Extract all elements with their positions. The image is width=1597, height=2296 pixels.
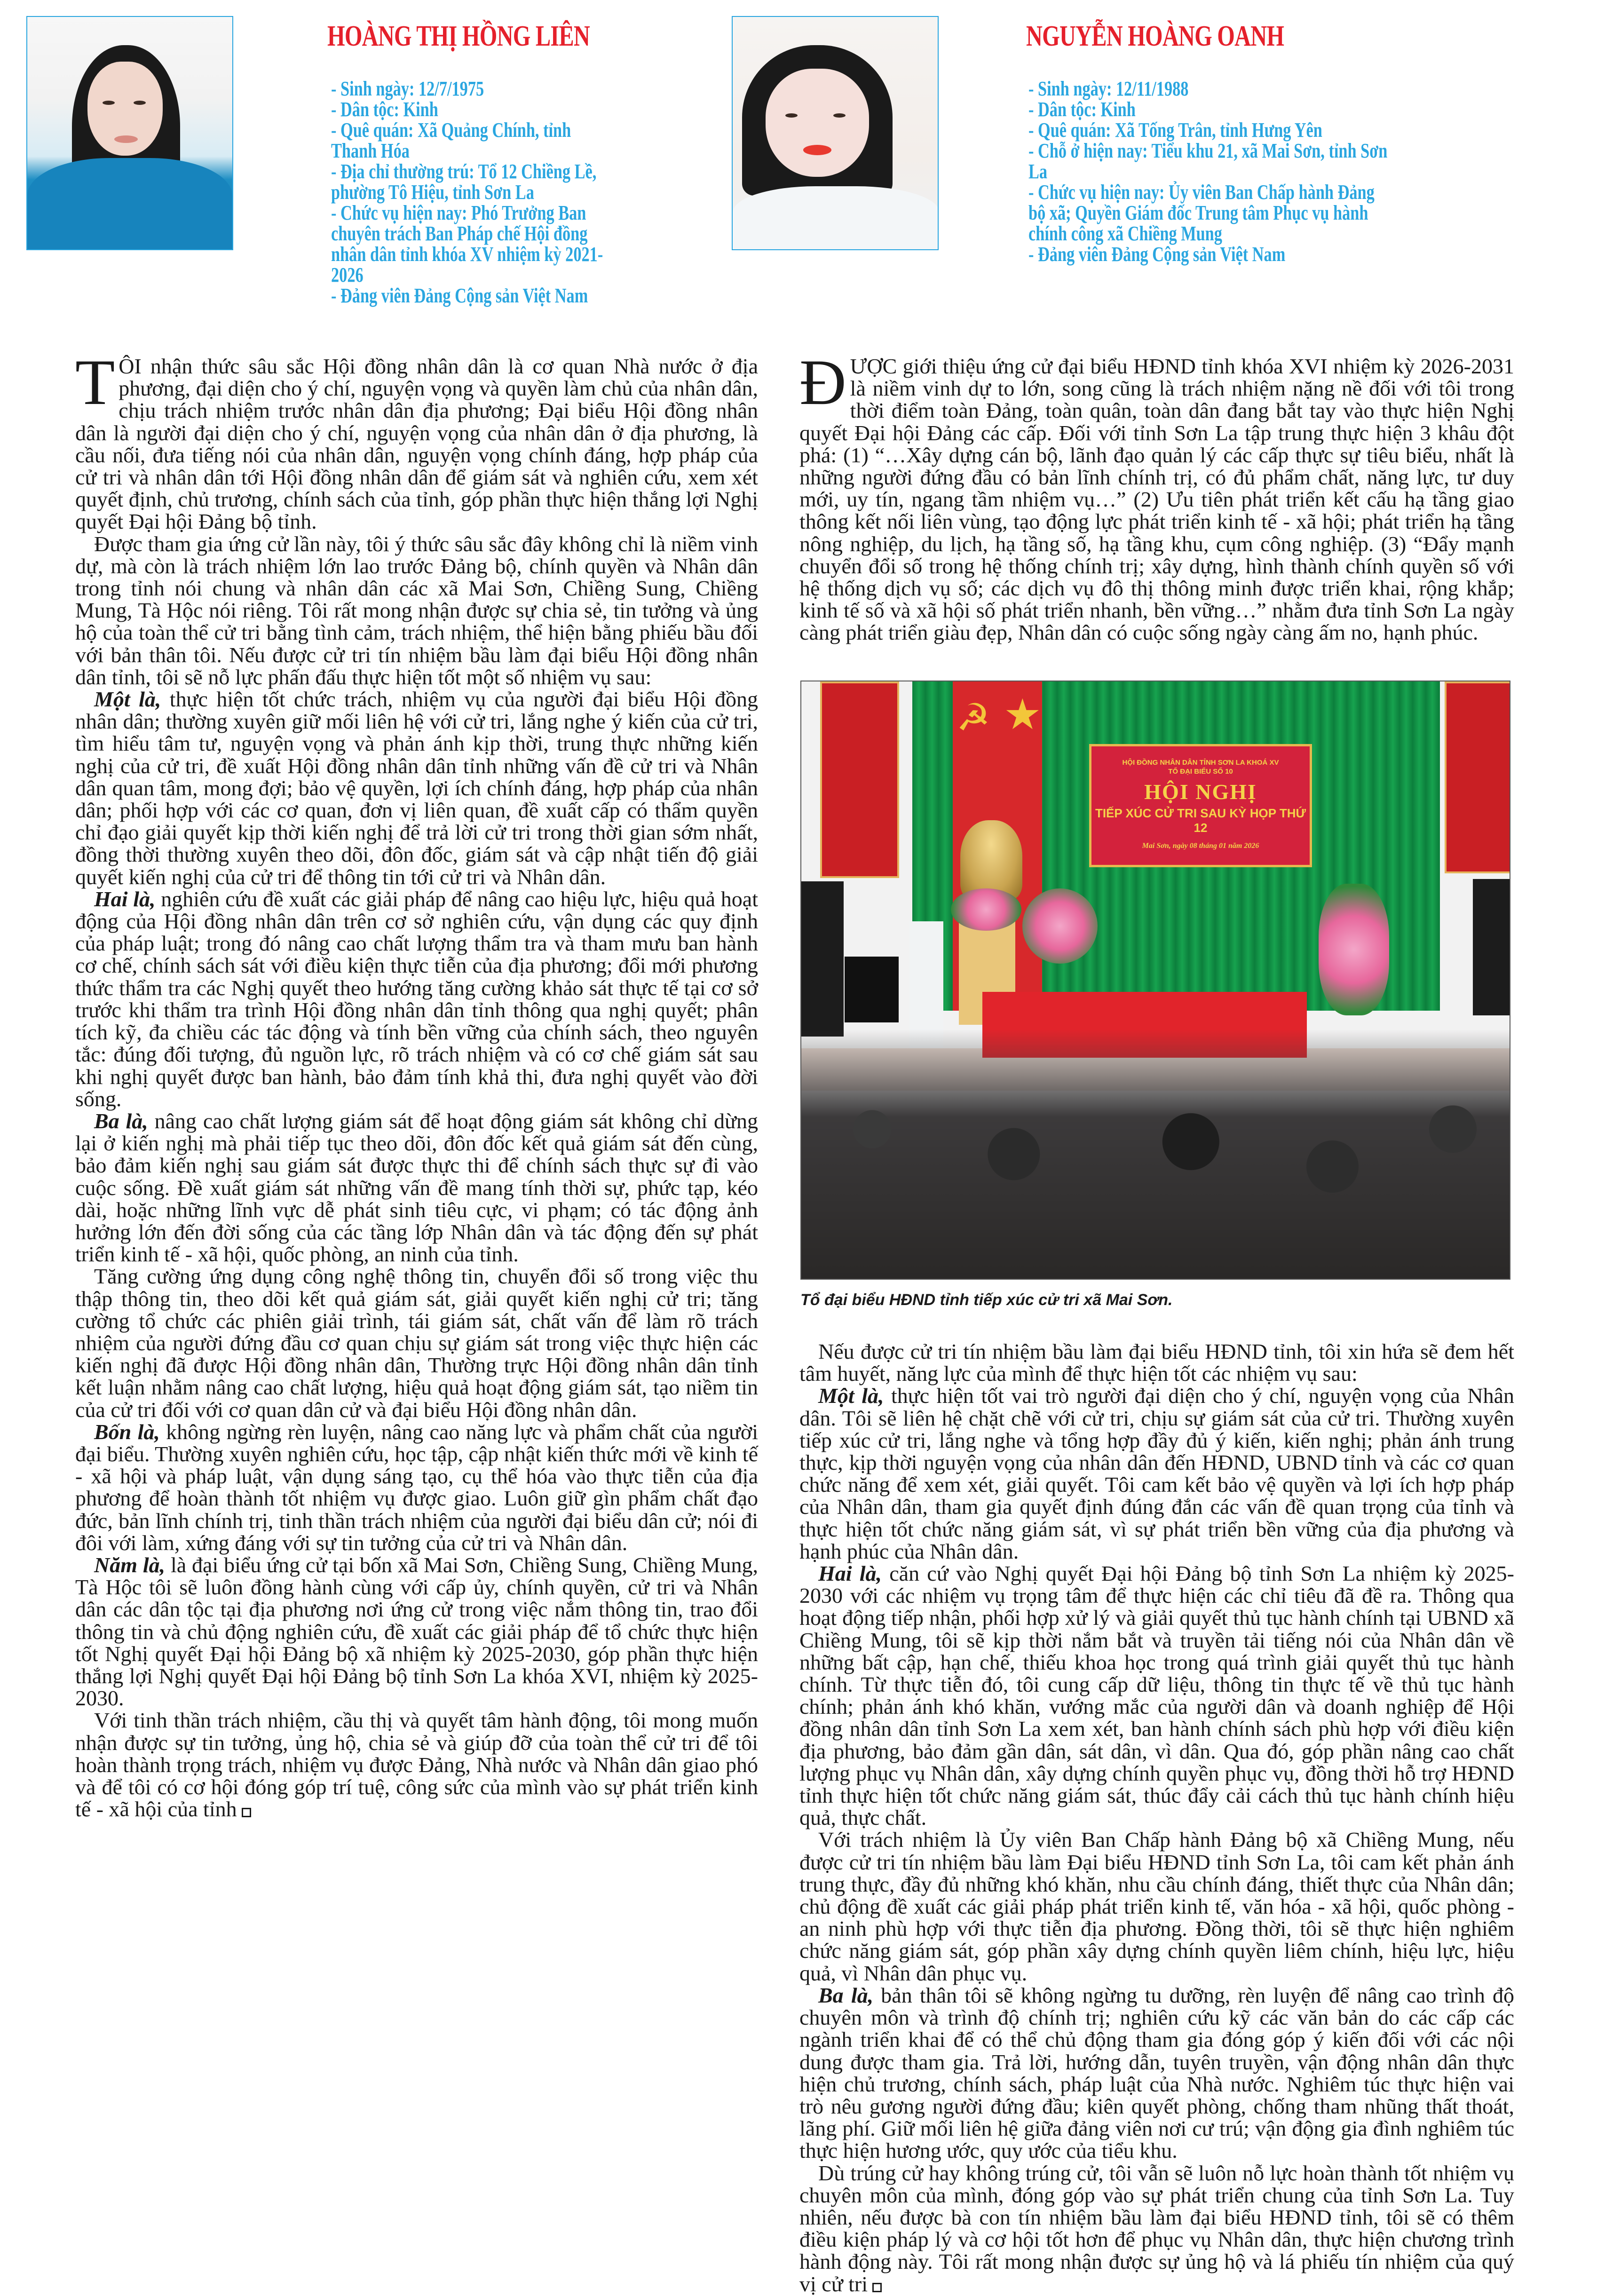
photo-caption: Tổ đại biểu HĐND tỉnh tiếp xúc cử tri xã Mai Sơn.	[800, 1291, 1173, 1309]
slogan-banner-right	[1445, 681, 1510, 873]
lead-in: Một là,	[94, 687, 161, 712]
paragraph: Một là, thực hiện tốt chức trách, nhiệm vụ của người đại biểu Hội đồng nhân dân; thường xuyên giữ mối liên hệ với cử tri, lắng nghe ý kiến của cử tri, tìm hiểu tâm tư, nguyện vọng và phản ánh kịp thời, trung thực những kiến nghị của cử tri, đề xuất Hội đồng nhân dân tỉnh những vấn đề cử tri và Nhân dân quan tâm, mong đợi; bảo vệ quyền, lợi ích chính đáng, hợp pháp của nhân dân; phối hợp với các cơ quan, đơn vị liên quan, đề xuất cấp có thẩm quyền chỉ đạo giải quyết kịp thời kiến nghị để trả lời cử tri trong thời gian sớm nhất, đồng thời thường xuyên theo dõi, đôn đốc, giám sát và cập nhật tiến độ giải quyết kiến nghị của cử tri để thông tin tới cử tri và Nhân dân.	[75, 687, 758, 889]
fact-birthdate: - Sinh ngày: 12/7/1975	[331, 77, 484, 100]
fact-ethnicity: - Dân tộc: Kinh	[1028, 98, 1136, 121]
fact-birthdate: - Sinh ngày: 12/11/1988	[1028, 77, 1189, 100]
fact-party: - Đảng viên Đảng Cộng sản Việt Nam	[1028, 243, 1286, 266]
fact-party: - Đảng viên Đảng Cộng sản Việt Nam	[331, 284, 588, 307]
paragraph: Dù trúng cử hay không trúng cử, tôi vẫn sẽ luôn nỗ lực hoàn thành tốt nhiệm vụ chuyên môn của mình, đóng góp vào sự phát triển chung của tỉnh Sơn La. Tuy nhiên, nếu được bà con tín nhiệm bầu làm đại biểu HĐND tỉnh, tôi sẽ có thêm điều kiện pháp lý và cơ hội tốt hơn để phục vụ Nhân dân, thực hiện chương trình hành động này. Tôi rất mong nhận được sự ủng hộ và lá phiếu tín nhiệm của quý vị cử tri	[799, 2161, 1514, 2296]
audience	[801, 1029, 1510, 1279]
paragraph: Hai là, nghiên cứu đề xuất các giải pháp để nâng cao hiệu lực, hiệu quả hoạt động của Hội đồng nhân dân trên cơ sở nghiên cứu, vận dụng các quy định của pháp luật; trong đó nâng cao chất lượng thẩm tra và tham mưu ban hành cơ chế, chính sách sát với điều kiện thực tiễn của địa phương; đổi mới phương thức thẩm tra các Nghị quyết theo hướng tăng cường khảo sát thực tế tại cơ sở trước khi thẩm tra trình Hội đồng nhân dân tỉnh thông qua nghị quyết; phân tích kỹ, đa chiều các tác động và tính bền vững của chính sách, theo nguyên tắc: đúng đối tượng, đủ nguồn lực, rõ trách nhiệm và có cơ chế giám sát sau khi nghị quyết được ban hành, bảo đảm tính khả thi, đưa nghị quyết vào đời sống.	[75, 887, 758, 1111]
dropcap: Đ	[799, 346, 846, 418]
fact-hometown: - Quê quán: Xã Tống Trân, tỉnh Hưng Yên	[1028, 119, 1322, 142]
dropcap: T	[75, 346, 115, 418]
paragraph: TÔI nhận thức sâu sắc Hội đồng nhân dân là cơ quan Nhà nước ở địa phương, đại diện cho ý chí, nguyện vọng và quyền làm chủ của nhân dân, chịu trách nhiệm trước nhân dân địa phương; Đại biểu Hội đồng nhân dân là người đại diện cho ý chí, nguyện vọng của nhân dân ở địa phương, là cầu nối, đưa tiếng nói của nhân dân, nguyện vọng chính đáng, hợp pháp của cử tri và nhân dân tới Hội đồng nhân dân để giám sát và nghiên cứu, xem xét quyết định, chủ trương, chính sách của tỉnh, góp phần thực hiện thắng lợi Nghị quyết Đại hội Đảng bộ tỉnh.	[75, 346, 758, 534]
star-icon: ★	[1004, 692, 1042, 738]
paragraph: Được tham gia ứng cử lần này, tôi ý thức sâu sắc đây không chỉ là niềm vinh dự, mà còn là trách nhiệm lớn lao trước Đảng bộ, chính quyền và Nhân dân trong tỉnh nói chung và nhân dân các xã Mai Sơn, Chiềng Sung, Chiềng Mung, Tà Hộc nói riêng. Tôi rất mong nhận được sự chia sẻ, tin tưởng và ủng hộ của toàn thể cử tri bằng tình cảm, trách nhiệm, thể hiện bằng phiếu bầu đối với bản thân tôi. Nếu được cử tri tín nhiệm bầu làm đại biểu Hội đồng nhân dân tỉnh, tôi sẽ nỗ lực phấn đấu thực hiện tốt một số nhiệm vụ sau:	[75, 531, 758, 689]
conference-photo	[800, 681, 1510, 1280]
conference-sign: HỘI ĐỒNG NHÂN DÂN TỈNH SƠN LA KHOÁ XV TỔ ĐẠI BIỂU SỐ 10 HỘI NGHỊ TIẾP XÚC CỬ TRI SAU KỲ HỌP THỨ 12 Mai Sơn, ngày 08 tháng 01 năm 2026	[1089, 744, 1312, 867]
paragraph: Hai là, căn cứ vào Nghị quyết Đại hội Đảng bộ tỉnh Sơn La nhiệm kỳ 2025-2030 với các nhiệm vụ trọng tâm để thực hiện các chỉ tiêu đã đề ra. Thông qua hoạt động tiếp nhận, phối hợp xử lý và giải quyết thủ tục hành chính tại UBND xã Chiềng Mung, tôi sẽ kịp thời nắm bắt và truyền tải tiếng nói của Nhân dân về những bất cập, hạn chế, thiếu khoa học trong quá trình giải quyết thủ tục hành chính. Từ thực tiễn đó, tôi cung cấp dữ liệu, thông tin thực tế về thủ tục hành chính; phản ánh khó khăn, vướng mắc của người dân và doanh nghiệp để Hội đồng nhân dân tỉnh Sơn La xem xét, ban hành chính sách phù hợp với điều kiện địa phương, bảo đảm gần dân, sát dân, vì dân. Qua đó, góp phần nâng cao chất lượng phục vụ Nhân dân, xây dựng chính quyền phục vụ, đồng thời hỗ trợ HĐND tỉnh thực hiện tốt chức năng giám sát, thúc đẩy cải cách thủ tục hành chính hiệu quả, thực chất.	[799, 1561, 1514, 1830]
candidate-portrait-photo	[732, 16, 939, 250]
candidate-facts	[1028, 79, 1395, 265]
paragraph: Nếu được cử tri tín nhiệm bầu làm đại biểu HĐND tỉnh, tôi xin hứa sẽ đem hết tâm huyết, năng lực của mình để thực hiện tốt các nhiệm vụ sau:	[799, 1339, 1514, 1386]
paragraph: Một là, thực hiện tốt vai trò người đại diện cho ý chí, nguyện vọng của Nhân dân. Tôi sẽ liên hệ chặt chẽ với cử tri, chịu sự giám sát của cử tri. Thường xuyên tiếp xúc cử tri, lắng nghe và tổng hợp đầy đủ ý kiến, kiến nghị; phản ánh trung thực, kịp thời nguyện vọng của nhân dân đến HĐND, UBND tỉnh và các cơ quan chức năng để xem xét, giải quyết. Tôi cam kết bảo vệ quyền và lợi ích hợp pháp của Nhân dân, tham gia quyết định đúng đắn các vấn đề quan trọng của tỉnh và thực hiện tốt chức năng giám sát, vì sự phát triển bền vững của địa phương và hạnh phúc của Nhân dân.	[799, 1384, 1514, 1563]
fact-residence: - Chỗ ở hiện nay: Tiểu khu 21, xã Mai Sơn, tỉnh Sơn La	[1028, 139, 1388, 183]
paragraph: Ba là, bản thân tôi sẽ không ngừng tu dưỡng, rèn luyện để nâng cao trình độ chuyên môn và trình độ chính trị; nghiên cứu kỹ các văn bản do các cấp các ngành triển khai để có thể chủ động tham gia đóng góp ý kiến đối với các nội dung được tham gia. Trả lời, hướng dẫn, tuyên truyền, vận động nhân dân thực hiện chủ trương, chính sách, pháp luật của Nhà nước. Nghiêm túc thực hiện vai trò nêu gương người đứng đầu; kiên quyết phòng, chống tham nhũng thất thoát, lãng phí. Giữ mối liên hệ giữa đảng viên nơi cư trú; vận động gia đình nghiêm túc thực hiện hương ước, quy ước của tiểu khu.	[799, 1983, 1514, 2163]
paragraph: Tăng cường ứng dụng công nghệ thông tin, chuyển đổi số trong việc thu thập thông tin, theo dõi kết quả giám sát, giải quyết kiến nghị cử tri; tăng cường tổ chức các phiên giải trình, tái giám sát, chất vấn để làm rõ trách nhiệm của người đứng đầu cơ quan chịu sự giám sát trong việc thực hiện các kiến nghị đã được Hội đồng nhân dân, Thường trực Hội đồng nhân dân tỉnh kết luận nhằm nâng cao chất lượng, hiệu quả hoạt động giám sát, tạo niềm tin của cử tri đối với cơ quan dân cử và đại biểu Hội đồng nhân dân.	[75, 1264, 758, 1422]
lead-in: Ba là,	[818, 1983, 874, 2007]
left-article	[75, 346, 759, 1821]
fact-position: - Chức vụ hiện nay: Ủy viên Ban Chấp hành Đảng bộ xã; Quyền Giám đốc Trung tâm Phục vụ hành chính công xã Chiềng Mung	[1028, 181, 1375, 245]
slogan-banner-left	[820, 681, 899, 878]
paragraph: Với trách nhiệm là Ủy viên Ban Chấp hành Đảng bộ xã Chiềng Mung, nếu được cử tri tín nhiệm bầu làm Đại biểu HĐND tỉnh Sơn La, tôi cam kết phản ánh trung thực, đầy đủ những khó khăn, nhu cầu chính đáng, thiết thực của Nhân dân; chủ động đề xuất các giải pháp phát triển kinh tế, văn hóa - xã hội, quốc phòng - an ninh phù hợp với thực tiễn địa phương. Đồng thời, tôi sẽ thực hiện nghiêm chức năng giám sát, góp phần xây dựng chính quyền liêm chính, hiệu lực, hiệu quả, vì Nhân dân phục vụ.	[799, 1828, 1514, 1985]
right-article-intro	[799, 346, 1514, 645]
lead-in: Hai là,	[818, 1561, 882, 1586]
candidate-name: NGUYỄN HOÀNG OANH	[1026, 20, 1284, 52]
fact-address: - Địa chỉ thường trú: Tổ 12 Chiềng Lề, phường Tô Hiệu, tỉnh Sơn La	[331, 160, 597, 204]
candidate-name: HOÀNG THỊ HỒNG LIÊN	[327, 20, 590, 52]
fact-ethnicity: - Dân tộc: Kinh	[331, 98, 438, 121]
end-mark-icon	[872, 2283, 882, 2292]
right-article-body	[799, 1340, 1514, 2295]
paragraph: Với tinh thần trách nhiệm, cầu thị và quyết tâm hành động, tôi mong muốn nhận được sự tin tưởng, ủng hộ, chia sẻ và giúp đỡ của toàn thể cử tri để tôi hoàn thành trọng trách, nhiệm vụ được Đảng, Nhà nước và Nhân dân giao phó và để tôi có cơ hội đóng góp trí tuệ, công sức của mình vào sự phát triển kinh tế - xã hội của tỉnh	[75, 1708, 758, 1821]
paragraph: Ba là, nâng cao chất lượng giám sát để hoạt động giám sát không chỉ dừng lại ở kiến nghị mà phải tiếp tục theo dõi, đôn đốc kết quả giám sát đến cùng, bảo đảm kiến nghị sau giám sát được thực thi để chính sách thực sự đi vào cuộc sống. Đề xuất giám sát những vấn đề mang tính thời sự, phức tạp, kéo dài, hoặc những lĩnh vực dễ phát sinh tiêu cực, vi phạm; có tác động ảnh hưởng lớn đến đời sống của các tầng lớp Nhân dân và tác động đến sự phát triển kinh tế - xã hội, quốc phòng, an ninh của tỉnh.	[75, 1108, 758, 1267]
lead-in: Ba là,	[94, 1108, 148, 1133]
lead-in: Năm là,	[94, 1552, 166, 1577]
candidate-portrait-photo	[26, 16, 233, 250]
paragraph: Năm là, là đại biểu ứng cử tại bốn xã Mai Sơn, Chiềng Sung, Chiềng Mung, Tà Hộc tôi sẽ luôn đồng hành cùng với cấp ủy, chính quyền, cử tri và Nhân dân các dân tộc tại địa phương nơi ứng cử trong việc nắm thông tin, trao đổi thông tin và chủ động nghiên cứu, đề xuất các giải pháp để tổ chức thực hiện tốt Nghị quyết Đại hội Đảng bộ xã nhiệm kỳ 2025-2030, góp phần thực hiện thắng lợi Nghị quyết Đại hội Đảng bộ tỉnh Sơn La khóa XVI, nhiệm kỳ 2025-2030.	[75, 1552, 759, 1710]
hammer-sickle-icon: ☭	[957, 697, 990, 739]
lead-in: Bốn là,	[94, 1419, 160, 1444]
fact-position: - Chức vụ hiện nay: Phó Trưởng Ban chuyên trách Ban Pháp chế Hội đồng nhân dân tỉnh khóa XV nhiệm kỳ 2021-2026	[331, 201, 603, 286]
candidate-facts	[331, 79, 618, 306]
paragraph: ĐƯỢC giới thiệu ứng cử đại biểu HĐND tỉnh khóa XVI nhiệm kỳ 2026-2031 là niềm vinh dự to lớn, song cũng là trách nhiệm nặng nề đối với tôi trong thời điểm toàn Đảng, toàn quân, toàn dân đang bắt tay vào thực hiện Nghị quyết Đại hội Đảng các cấp. Đối với tỉnh Sơn La tập trung thực hiện 3 khâu đột phá: (1) “…Xây dựng cán bộ, lãnh đạo quản lý các cấp thực sự tiêu biểu, nhất là những người đứng đầu có bản lĩnh chính trị, có đủ phẩm chất, năng lực, tư duy mới, uy tín, ngang tầm nhiệm vụ…” (2) Ưu tiên phát triển kết cấu hạ tầng giao thông kết nối liên vùng, tạo động lực phát triển kinh tế - xã hội; phát triển hạ tầng nông nghiệp, du lịch, hạ tầng số, hạ tầng khu, cụm công nghiệp. (3) “Đẩy mạnh chuyển đổi số trong hệ thống chính trị; xây dựng, hình thành chính quyền số với hệ thống dịch vụ số; các dịch vụ đô thị thông minh được triển khai, rộng khắp; kinh tế số và xã hội số phát triển nhanh, bền vững…” nhằm đưa tỉnh Sơn La ngày càng phát triển giàu đẹp, Nhân dân có cuộc sống ngày càng ấm no, hạnh phúc.	[799, 346, 1514, 645]
fact-hometown: - Quê quán: Xã Quảng Chính, tỉnh Thanh Hóa	[331, 119, 571, 162]
paragraph: Bốn là, không ngừng rèn luyện, nâng cao năng lực và phẩm chất của người đại biểu. Thường xuyên nghiên cứu, học tập, cập nhật kiến thức mới về kinh tế - xã hội và pháp luật, vận dụng sáng tạo, cụ thể hóa vào thực tiễn của địa phương để hoàn thành tốt nhiệm vụ được giao. Luôn giữ gìn phẩm chất đạo đức, bản lĩnh chính trị, tinh thần trách nhiệm của người đại biểu dân cử; nói đi đôi với làm, xứng đáng với sự tin tưởng của cử tri và Nhân dân.	[75, 1419, 759, 1555]
end-mark-icon	[242, 1808, 251, 1817]
lead-in: Một là,	[818, 1384, 884, 1408]
lead-in: Hai là,	[94, 887, 156, 911]
